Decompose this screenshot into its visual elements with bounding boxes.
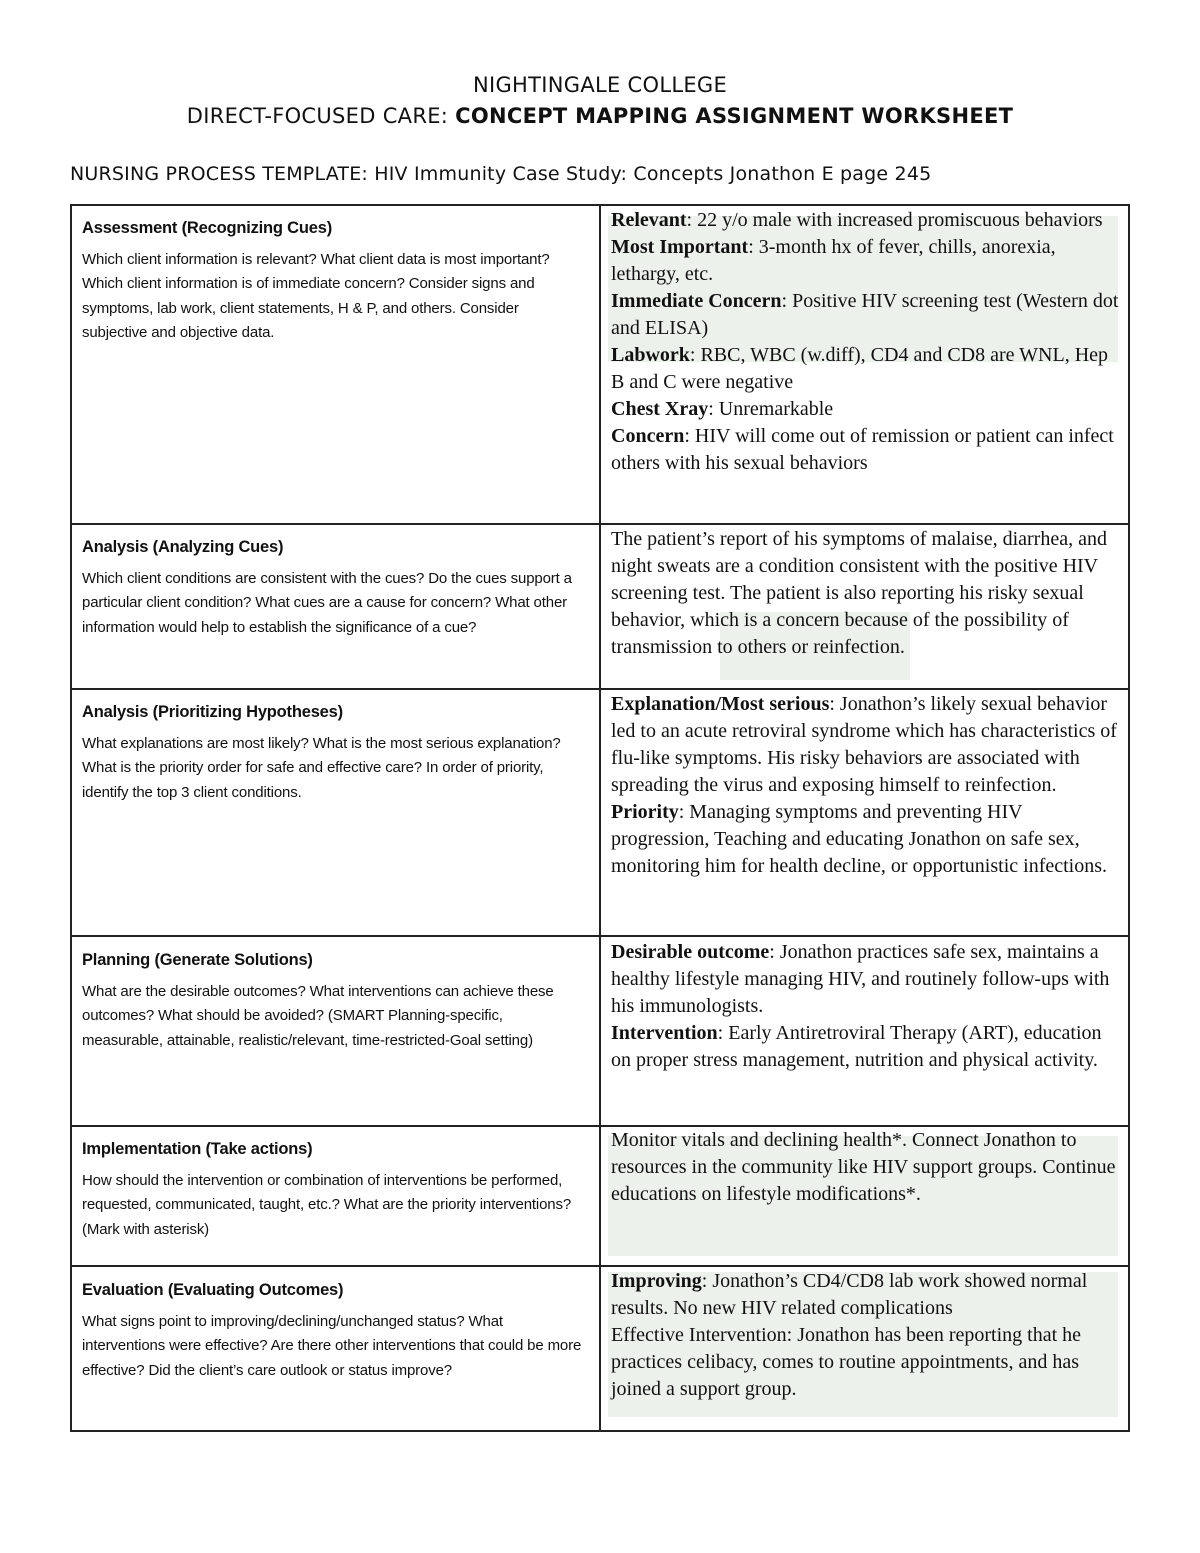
row-divider xyxy=(70,688,1130,690)
entry-text: : HIV will come out of remission or patient can infect others with his sexual behaviors xyxy=(611,425,1114,474)
entry-label: Most Important xyxy=(611,236,749,258)
entry-text: : Managing symptoms and preventing HIV progression, Teaching and educating Jonathon on safe sex, monitoring him for health decline, or opportunistic infections. xyxy=(611,801,1108,877)
answer-entry xyxy=(611,1020,1123,1074)
college-name: NIGHTINGALE COLLEGE xyxy=(472,73,728,97)
entry-label: Intervention xyxy=(611,1022,718,1044)
section-prompt: What signs point to improving/declining/unchanged status? What interventions were effective? Are there other interventions that could be more effective? Did the client’s care outlook or status improve? xyxy=(82,1313,582,1379)
section-heading: Assessment (Recognizing Cues) xyxy=(82,219,333,237)
analyzing-cues-prompt-cell xyxy=(82,538,587,640)
entry-text: : Jonathon’s likely sexual behavior led to an acute retroviral syndrome which has characteristics of flu-like symptoms. His risky behaviors are associated with spreading the virus and exposing himself to reinfection. xyxy=(611,693,1117,796)
answer-entry xyxy=(611,691,1123,799)
answer-entry xyxy=(611,288,1123,342)
entry-text: : Early Antiretroviral Therapy (ART), education on proper stress management, nutrition and physical activity. xyxy=(611,1022,1102,1071)
answer-entry xyxy=(611,207,1123,234)
section-heading: Planning (Generate Solutions) xyxy=(82,951,313,969)
entry-text: : Jonathon practices safe sex, maintains a healthy lifestyle managing HIV, and routinely follow-ups with his immunologists. xyxy=(611,941,1110,1017)
answer-entry xyxy=(611,1268,1123,1322)
table-border-top xyxy=(70,204,1130,206)
section-prompt: Which client information is relevant? What client data is most important? Which client information is of immediate concern? Consider signs and symptoms, lab work, client statements, H & P, and others. Consider subjective and objective data. xyxy=(82,251,550,342)
section-heading: Analysis (Analyzing Cues) xyxy=(82,538,284,556)
prioritizing-answer-cell xyxy=(611,691,1123,880)
section-prompt: What are the desirable outcomes? What interventions can achieve these outcomes? What should be avoided? (SMART Planning-specific, measurable, attainable, realistic/relevant, time-restricted-Goal setting) xyxy=(82,983,554,1049)
analyzing-cues-answer-cell xyxy=(611,526,1123,661)
entry-label: Immediate Concern xyxy=(611,290,782,312)
assessment-prompt-cell xyxy=(82,219,587,346)
entry-label: Concern xyxy=(611,425,685,447)
entry-text: : Jonathon’s CD4/CD8 lab work showed normal results. No new HIV related complications xyxy=(611,1270,1088,1319)
entry-label: Labwork xyxy=(611,344,690,366)
entry-text: : 22 y/o male with increased promiscuous behaviors xyxy=(686,209,1103,231)
answer-entry xyxy=(611,396,1123,423)
title-prefix: DIRECT-FOCUSED CARE: xyxy=(186,104,456,128)
entry-text: : Unremarkable xyxy=(708,398,834,420)
table-border-left xyxy=(70,204,72,1432)
assessment-answer-cell xyxy=(611,207,1123,477)
entry-label: Improving xyxy=(611,1270,702,1292)
evaluation-answer-cell xyxy=(611,1268,1123,1403)
title-bold: CONCEPT MAPPING ASSIGNMENT WORKSHEET xyxy=(455,104,1014,128)
section-prompt: What explanations are most likely? What is the most serious explanation? What is the priority order for safe and effective care? In order of priority, identify the top 3 client conditions. xyxy=(82,735,561,801)
answer-entry xyxy=(611,423,1123,477)
table-column-divider xyxy=(599,204,601,1432)
template-line: NURSING PROCESS TEMPLATE: HIV Immunity Case Study: Concepts Jonathon E page 245 xyxy=(70,163,932,185)
row-divider xyxy=(70,1265,1130,1267)
answer-entry xyxy=(611,1322,1123,1403)
section-prompt: Which client conditions are consistent with the cues? Do the cues support a particular client condition? What cues are a cause for concern? What other information would help to establish the significance of a cue? xyxy=(82,570,572,636)
answer-text: Monitor vitals and declining health*. Connect Jonathon to resources in the community like HIV support groups. Continue educations on lifestyle modifications*. xyxy=(611,1129,1116,1205)
worksheet-title xyxy=(0,104,1200,128)
answer-entry xyxy=(611,939,1123,1020)
evaluation-prompt-cell xyxy=(82,1281,587,1383)
implementation-prompt-cell xyxy=(82,1140,587,1242)
entry-label: Relevant xyxy=(611,209,687,231)
prioritizing-prompt-cell xyxy=(82,703,587,805)
table-border-right xyxy=(1128,204,1130,1432)
planning-answer-cell xyxy=(611,939,1123,1074)
section-prompt: How should the intervention or combination of interventions be performed, requested, communicated, taught, etc.? What are the priority interventions? (Mark with asterisk) xyxy=(82,1172,572,1238)
entry-label: Desirable outcome xyxy=(611,941,770,963)
section-heading: Implementation (Take actions) xyxy=(82,1140,313,1158)
entry-label: Priority xyxy=(611,801,679,823)
answer-entry xyxy=(611,342,1123,396)
section-heading: Evaluation (Evaluating Outcomes) xyxy=(82,1281,344,1299)
answer-text: The patient’s report of his symptoms of malaise, diarrhea, and night sweats are a condition consistent with the positive HIV screening test. The patient is also reporting his risky sexual behavior, which is a concern because of the possibility of transmission to others or reinfection. xyxy=(611,528,1107,658)
entry-text: : RBC, WBC (w.diff), CD4 and CD8 are WNL, Hep B and C were negative xyxy=(611,344,1109,393)
row-divider xyxy=(70,935,1130,937)
table-border-bottom xyxy=(70,1430,1130,1432)
implementation-answer-cell xyxy=(611,1127,1123,1208)
entry-text: Effective Intervention: Jonathon has been reporting that he practices celibacy, comes to routine appointments, and has joined a support group. xyxy=(611,1324,1082,1400)
answer-entry xyxy=(611,234,1123,288)
section-heading: Analysis (Prioritizing Hypotheses) xyxy=(82,703,343,721)
entry-text: : Positive HIV screening test (Western dot and ELISA) xyxy=(611,290,1119,339)
entry-label: Explanation/Most serious xyxy=(611,693,830,715)
answer-entry xyxy=(611,799,1123,880)
entry-label: Chest Xray xyxy=(611,398,709,420)
entry-text: : 3-month hx of fever, chills, anorexia, lethargy, etc. xyxy=(611,236,1056,285)
row-divider xyxy=(70,523,1130,525)
planning-prompt-cell xyxy=(82,951,587,1053)
